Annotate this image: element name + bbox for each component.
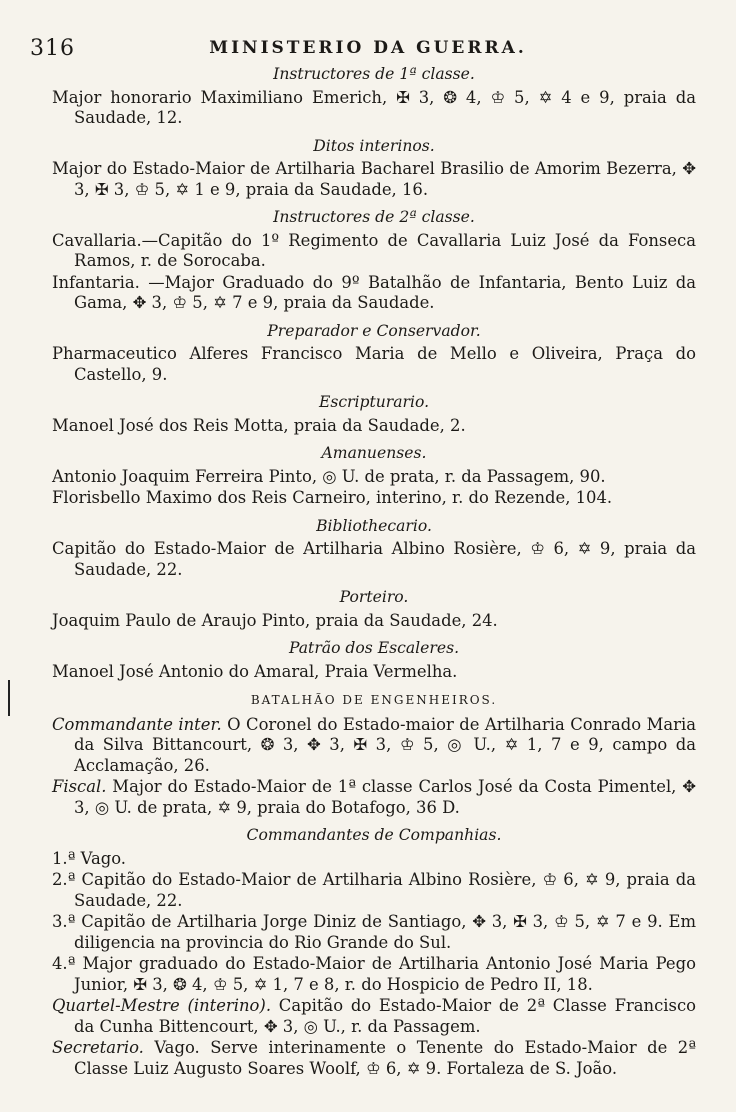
secretario-entry	[52, 1038, 696, 1079]
section-heading: Patrão dos Escaleres.	[288, 639, 460, 657]
company-entry: 3.ª Capitão de Artilharia Jorge Diniz de Santiago, ✥ 3, ✠ 3, ♔ 5, ✡ 7 e 9. Em diligencia na provincia do Rio Grande do Sul.	[52, 912, 696, 952]
company-entry: 4.ª Major graduado do Estado-Maior de Artilharia Antonio José Maria Pego Junior, ✠ 3, ❂ 4, ♔ 5, ✡ 1, 7 e 8, r. do Hospicio de Pedro II, 18.	[52, 954, 696, 994]
section-heading: Bibliothecario.	[316, 516, 432, 535]
entry: Manoel José Antonio do Amaral, Praia Vermelha.	[52, 661, 458, 681]
section-heading: Instructores de 2ª classe.	[273, 208, 475, 226]
entry: Antonio Joaquim Ferreira Pinto, ◎ U. de prata, r. da Passagem, 90.	[52, 466, 606, 486]
quartel-mestre-text: Capitão do Estado-Maior de 2ª Classe Francisco da Cunha Bittencourt, ✥ 3, ◎ U., r. da Passagem.	[74, 996, 696, 1036]
commandante-text: O Coronel do Estado-maior de Artilharia Conrado Maria da Silva Bittancourt, ❂ 3, ✥ 3, ✠ 3, ♔ 5, ◎ U., ✡ 1, 7 e 9, campo da Acclamação, 26.	[74, 714, 696, 775]
section-heading: Ditos interinos.	[313, 136, 435, 155]
company-entry: 1.ª Vago.	[52, 848, 127, 868]
section-heading: Porteiro.	[339, 588, 409, 606]
entry: Major do Estado-Maior de Artilharia Bacharel Brasilio de Amorim Bezerra, ✥ 3, ✠ 3, ♔ 5, ✡ 1 e 9, praia da Saudade, 16.	[52, 159, 696, 199]
page-content	[52, 60, 696, 1080]
entry: Manoel José dos Reis Motta, praia da Saudade, 2.	[52, 415, 466, 435]
entry: Infantaria. —Major Graduado do 9º Batalhão de Infantaria, Bento Luiz da Gama, ✥ 3, ♔ 5, ✡ 7 e 9, praia da Saudade.	[52, 272, 696, 312]
commandante-entry	[52, 715, 696, 777]
section-heading: Escripturario.	[318, 393, 430, 411]
running-head: MINISTERIO DA GUERRA.	[209, 38, 527, 58]
section-heading: Amanuenses.	[321, 444, 427, 462]
section-heading: Preparador e Conservador.	[267, 321, 481, 340]
quartel-mestre-entry	[52, 996, 696, 1037]
battalion-heading: BATALHÃO DE ENGENHEIROS.	[250, 693, 498, 707]
secretario-text: Vago. Serve interinamente o Tenente do Estado-Maior de 2ª Classe Luiz Augusto Soares Woolf, ♔ 6, ✡ 9. Fortaleza de S. João.	[74, 1038, 696, 1078]
entry: Cavallaria.—Capitão do 1º Regimento de Cavallaria Luiz José da Fonseca Ramos, r. de Sorocaba.	[52, 230, 696, 270]
entry: Pharmaceutico Alferes Francisco Maria de Mello e Oliveira, Praça do Castello, 9.	[52, 344, 696, 384]
margin-mark	[8, 680, 10, 716]
company-entry: 2.ª Capitão do Estado-Maior de Artilharia Albino Rosière, ♔ 6, ✡ 9, praia da Saudade, 22.	[52, 870, 696, 910]
entry: Major honorario Maximiliano Emerich, ✠ 3, ❂ 4, ♔ 5, ✡ 4 e 9, praia da Saudade, 12.	[52, 87, 696, 127]
entry: Florisbello Maximo dos Reis Carneiro, interino, r. do Rezende, 104.	[52, 488, 613, 507]
companies-heading: Commandantes de Companhias.	[246, 826, 502, 844]
page-header	[30, 36, 706, 60]
section-heading: Instructores de 1ª classe.	[273, 65, 475, 83]
commandante-label: Commandante inter.	[52, 714, 222, 734]
entry: Capitão do Estado-Maior de Artilharia Albino Rosière, ♔ 6, ✡ 9, praia da Saudade, 22.	[52, 539, 696, 579]
secretario-label: Secretario.	[52, 1038, 144, 1057]
entry: Joaquim Paulo de Araujo Pinto, praia da Saudade, 24.	[52, 610, 498, 630]
fiscal-text: Major do Estado-Maior de 1ª classe Carlos José da Costa Pimentel, ✥ 3, ◎ U. de prata, ✡ 9, praia do Botafogo, 36 D.	[74, 777, 696, 817]
quartel-mestre-label: Quartel-Mestre (interino).	[52, 996, 272, 1015]
fiscal-label: Fiscal.	[52, 777, 107, 796]
page-number: 316	[30, 36, 75, 61]
fiscal-entry	[52, 777, 696, 818]
